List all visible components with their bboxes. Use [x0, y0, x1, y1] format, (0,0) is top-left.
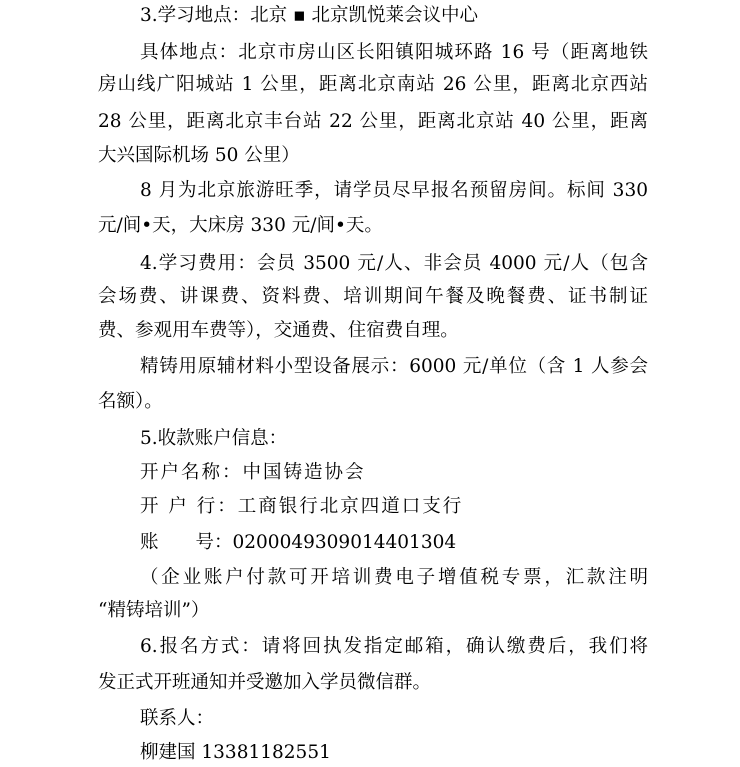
fee-line-3: 费、参观用车费等），交通费、住宿费自理。 — [98, 320, 459, 341]
account-number: 账 号：0200049309014401304 — [140, 532, 457, 553]
contact-person: 柳建国 13381182551 — [140, 742, 331, 763]
registration-line-1: 6.报名方式：请将回执发指定邮箱，确认缴费后，我们将 — [140, 636, 648, 657]
location-detail-line-2: 房山线广阳城站 1 公里，距离北京南站 26 公里，距离北京西站 — [98, 74, 648, 95]
season-note-line-2: 元/间•天，大床房 330 元/间•天。 — [98, 215, 383, 236]
section5-title: 5.收款账户信息： — [140, 428, 288, 449]
location-detail-line-4: 大兴国际机场 50 公里） — [98, 145, 300, 166]
exhibit-line-2: 名额）。 — [98, 391, 163, 412]
fee-line-2: 会场费、讲课费、资料费、培训期间午餐及晚餐费、证书制证 — [98, 286, 648, 307]
exhibit-line-1: 精铸用原辅材料小型设备展示：6000 元/单位（含 1 人参会 — [140, 356, 648, 377]
location-detail-line-3: 28 公里，距离北京丰台站 22 公里，距离北京站 40 公里，距离 — [98, 111, 648, 132]
fee-line-1: 4.学习费用：会员 3500 元/人、非会员 4000 元/人（包含 — [140, 253, 648, 274]
season-note-line-1: 8 月为北京旅游旺季，请学员尽早报名预留房间。标间 330 — [140, 180, 648, 201]
account-name: 开户名称：中国铸造协会 — [140, 462, 366, 483]
invoice-note-line-1: （企业账户付款可开培训费电子增值税专票，汇款注明 — [140, 567, 648, 588]
registration-line-2: 发正式开班通知并受邀加入学员微信群。 — [98, 672, 432, 693]
location-detail-line-1: 具体地点：北京市房山区长阳镇阳城环路 16 号（距离地铁 — [140, 42, 648, 63]
bank-name: 开 户 行：工商银行北京四道口支行 — [140, 496, 464, 517]
section3-title: 3.学习地点：北京 ▪ 北京凯悦莱会议中心 — [140, 5, 478, 26]
invoice-note-line-2: “精铸培训”） — [98, 600, 210, 621]
contact-label: 联系人： — [140, 708, 215, 729]
